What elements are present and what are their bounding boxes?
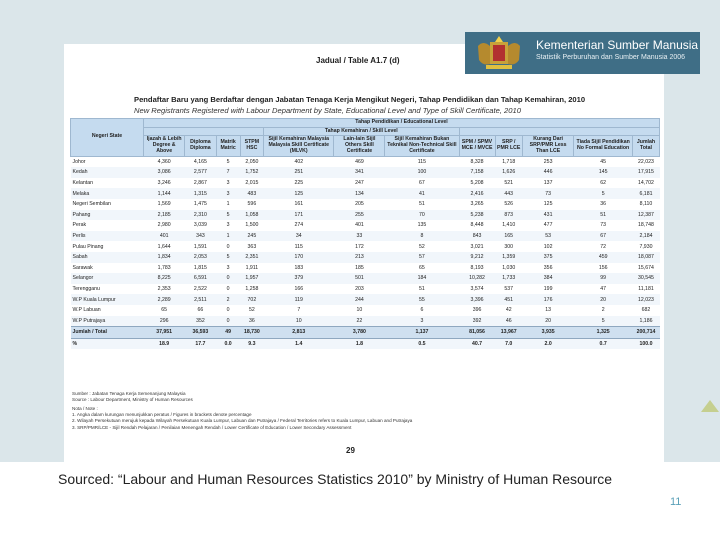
table-cell: 5,238: [459, 210, 495, 221]
table-cell: 13: [545, 307, 552, 314]
table-notes: [72, 406, 412, 431]
column-header: Ijazah & Lebih Degree & Above: [144, 136, 185, 156]
source-caption: Sourced: “Labour and Human Resources Statistics 2010” by Ministry of Human Resource: [58, 471, 613, 487]
table-cell: 274: [294, 222, 304, 229]
table-cell: 2,980: [157, 222, 171, 229]
table-cell: 4,165: [193, 158, 207, 165]
note-item: 1. Angka dalam kurungan menunjukkan peratus / Figures in brackets denote percentage: [72, 412, 252, 418]
table-cell: 469: [355, 158, 364, 165]
column-header: Sijil Kemahiran Malaysia Malaysia Skill Certificate (MLVK): [264, 136, 334, 156]
table-cell: 375: [522, 252, 573, 263]
column-header: SPM / SPMV MCE / MVCE: [459, 136, 495, 156]
column-header: Jumlah Total: [632, 136, 659, 156]
table-cell: 2,867: [193, 180, 207, 187]
column-header: STPM HSC: [240, 136, 263, 156]
row-label: Pulau Pinang: [72, 243, 104, 250]
table-cell: 22,023: [638, 158, 654, 165]
table-cell: 156: [598, 264, 608, 271]
table-source: [72, 391, 193, 402]
table-cell: 49: [216, 327, 240, 339]
table-cell: 2: [216, 294, 240, 305]
table-cell: 36,593: [185, 327, 216, 339]
table-cell: 18,748: [638, 222, 654, 229]
table-cell: 100: [385, 167, 459, 178]
table-cell: 2,813: [264, 327, 334, 339]
row-label: Johor: [72, 158, 86, 165]
header-spacer: [144, 127, 264, 136]
source-english: Source : Labour Department, Ministry of Human Resources: [72, 396, 193, 402]
table-cell: 1,957: [240, 273, 263, 284]
table-cell: 244: [334, 294, 385, 305]
table-cell: 185: [355, 264, 364, 271]
table-cell: 52: [248, 307, 255, 314]
table-cell: 18,730: [240, 327, 263, 339]
table-cell: 137: [543, 180, 553, 187]
source-malay: Sumber : Jabatan Tenaga Kerja Semenanjung Malaysia: [72, 391, 186, 396]
group-header-education: Tahap Pendidikan / Educational Level: [144, 119, 660, 128]
table-cell: 18,087: [632, 252, 659, 263]
table-cell: 5: [574, 188, 633, 199]
table-cell: 0: [216, 273, 240, 284]
table-cell: 5: [226, 158, 230, 165]
table-cell: 3,574: [470, 286, 484, 293]
table-cell: 3,265: [470, 201, 484, 208]
row-label: Melaka: [71, 188, 144, 199]
table-cell: 53: [522, 231, 573, 242]
table-cell: 526: [504, 201, 514, 208]
table-row: [71, 294, 660, 305]
table-cell: 100.0: [632, 338, 659, 349]
table-cell: 134: [334, 188, 385, 199]
table-cell: 7,930: [639, 243, 653, 250]
table-cell: 7,158: [459, 167, 495, 178]
table-cell: 2: [601, 307, 605, 314]
column-header: Kurang Dari SRP/PMR Less Than LCE: [522, 136, 573, 156]
table-cell: 5: [216, 252, 240, 263]
table-cell: 392: [459, 316, 495, 327]
table-cell: 1,186: [632, 316, 659, 327]
table-cell: 446: [522, 167, 573, 178]
column-header: Sijil Kemahiran Bukan Teknikal Non-Technical Skill Certificate: [385, 136, 459, 156]
row-label: Kelantan: [72, 180, 93, 187]
table-cell: 34: [264, 231, 334, 242]
table-cell: 176: [522, 294, 573, 305]
table-cell: 81,056: [459, 327, 495, 339]
table-cell: 1,911: [245, 264, 259, 271]
row-label: W.P Kuala Lumpur: [71, 294, 144, 305]
table-cell: 253: [543, 158, 553, 165]
table-row: [71, 188, 660, 199]
table-cell: 343: [185, 231, 216, 242]
table-cell: 73: [600, 222, 607, 229]
table-cell: 36: [600, 201, 607, 208]
table-number: Jadual / Table A1.7 (d): [316, 56, 400, 65]
table-cell: 431: [522, 210, 573, 221]
table-cell: 67: [419, 180, 425, 187]
table-cell: 384: [522, 273, 573, 284]
table-cell: 251: [264, 167, 334, 178]
table-cell: 51: [574, 210, 633, 221]
table-cell: 7: [297, 307, 301, 314]
table-cell: 65: [161, 307, 168, 314]
table-cell: 10,282: [459, 273, 495, 284]
table-cell: 6,181: [632, 188, 659, 199]
table-cell: 2,053: [185, 252, 216, 263]
table-cell: 11,181: [638, 286, 654, 293]
table-cell: 41: [385, 188, 459, 199]
table-cell: 1,718: [502, 158, 516, 165]
table-cell: 0.5: [385, 338, 459, 349]
table-row: [71, 305, 660, 316]
table-cell: 8: [385, 231, 459, 242]
table-cell: 8,193: [470, 264, 484, 271]
table-title-malay: Pendaftar Baru yang Berdaftar dengan Jabatan Tenaga Kerja Mengikut Negeri, Tahap Pendidikan dan Tahap Kemahiran, 2010: [134, 95, 586, 104]
table-body: [71, 156, 660, 349]
table-cell: 8,225: [144, 273, 185, 284]
table-row: [71, 316, 660, 327]
note-item: 3. SRP/PMR/LCE - Sijil Rendah Pelajaran / Penilaian Menengah Rendah / Lower Certificate of Education / Lower Secondary Assessment: [72, 424, 352, 430]
table-cell: 352: [185, 316, 216, 327]
table-cell: 3,935: [522, 327, 573, 339]
table-cell: 14,702: [638, 180, 654, 187]
row-label: Perak: [72, 222, 87, 229]
table-cell: 20: [574, 294, 633, 305]
table-cell: 1: [226, 201, 230, 208]
table-cell: 62: [600, 180, 607, 187]
ministry-name: Kementerian Sumber Manusia: [536, 38, 699, 52]
table-cell: 183: [294, 264, 304, 271]
table-cell: 125: [543, 201, 553, 208]
table-cell: 12,387: [632, 210, 659, 221]
table-cell: 205: [355, 201, 364, 208]
table-cell: 73: [522, 188, 573, 199]
table-cell: 2,416: [459, 188, 495, 199]
row-label: W.P Labuan: [72, 307, 101, 314]
table-cell: 451: [495, 294, 522, 305]
table-cell: 356: [543, 264, 553, 271]
row-label: Perlis: [71, 231, 144, 242]
group-header-skill: Tahap Kemahiran / Skill Level: [264, 127, 459, 136]
table-cell: 2,577: [185, 167, 216, 178]
table-cell: 10: [356, 307, 363, 314]
table-cell: 3,086: [144, 167, 185, 178]
ministry-subtitle: Statistik Perburuhan dan Sumber Manusia 2006: [536, 54, 686, 61]
table-cell: 30,545: [632, 273, 659, 284]
table-cell: 379: [264, 273, 334, 284]
table-cell: 99: [574, 273, 633, 284]
table-cell: 537: [504, 286, 514, 293]
table-row: [71, 252, 660, 263]
table-cell: 135: [417, 222, 427, 229]
table-cell: 0: [226, 286, 230, 293]
table-cell: 401: [144, 231, 185, 242]
table-cell: 1,410: [502, 222, 516, 229]
table-cell: 596: [247, 201, 257, 208]
table-cell: 45: [600, 158, 607, 165]
table-cell: 702: [240, 294, 263, 305]
page-number: 29: [346, 446, 355, 455]
table-cell: 477: [543, 222, 553, 229]
table-cell: 1,733: [495, 273, 522, 284]
table-cell: 145: [574, 167, 633, 178]
table-cell: 682: [641, 307, 651, 314]
table-cell: 3: [216, 188, 240, 199]
table-cell: 245: [240, 231, 263, 242]
table-cell: 6,591: [185, 273, 216, 284]
table-cell: 3: [226, 264, 230, 271]
table-cell: 67: [574, 231, 633, 242]
table-cell: 17.7: [185, 338, 216, 349]
table-cell: 255: [334, 210, 385, 221]
column-header: Lain-lain Sijil Others Skill Certificate: [334, 136, 385, 156]
table-cell: 17,915: [632, 167, 659, 178]
row-label: Pahang: [71, 210, 144, 221]
table-cell: 363: [247, 243, 257, 250]
table-cell: 1,137: [385, 327, 459, 339]
table-cell: 1,752: [240, 167, 263, 178]
table-cell: 296: [144, 316, 185, 327]
table-cell: 171: [264, 210, 334, 221]
table-cell: 40.7: [459, 338, 495, 349]
table-cell: 1,815: [193, 264, 207, 271]
table-cell: 1.8: [334, 338, 385, 349]
table-cell: 0.0: [216, 338, 240, 349]
table-cell: 3,039: [193, 222, 207, 229]
table-cell: 873: [495, 210, 522, 221]
row-label: Negeri Sembilan: [72, 201, 111, 208]
table-row: [71, 284, 660, 295]
notes-label: Nota / Note :: [72, 406, 98, 411]
row-label: Terengganu: [72, 286, 100, 293]
table-cell: 443: [495, 188, 522, 199]
table-cell: 247: [355, 180, 364, 187]
malaysia-crest-icon: [470, 34, 528, 72]
table-row: [71, 263, 660, 274]
table-cell: 119: [264, 294, 334, 305]
table-cell: 3,780: [334, 327, 385, 339]
table-cell: 483: [240, 188, 263, 199]
table-cell: 0: [226, 307, 230, 314]
table-cell: 2,050: [245, 158, 259, 165]
table-cell: 51: [419, 286, 425, 293]
table-cell: 0.7: [574, 338, 633, 349]
column-header: SRP / PMR LCE: [495, 136, 522, 156]
table-cell: 1,325: [574, 327, 633, 339]
table-cell: 3,246: [157, 180, 171, 187]
table-cell: 501: [334, 273, 385, 284]
table-cell: 1,569: [157, 201, 171, 208]
table-cell: 8,448: [470, 222, 484, 229]
table-cell: 15,674: [638, 264, 654, 271]
table-cell: 52: [419, 243, 425, 250]
table-cell: 213: [334, 252, 385, 263]
table-cell: 72: [600, 243, 607, 250]
table-cell: 1.4: [264, 338, 334, 349]
table-cell: 5,208: [470, 180, 484, 187]
table-cell: 5: [216, 210, 240, 221]
table-cell: 66: [197, 307, 204, 314]
table-cell: 521: [504, 180, 514, 187]
table-cell: 172: [355, 243, 364, 250]
table-cell: 55: [385, 294, 459, 305]
table-cell: 2,310: [185, 210, 216, 221]
table-row: [71, 241, 660, 252]
column-header: Matrik Matric: [216, 136, 240, 156]
table-cell: 0: [216, 316, 240, 327]
table-cell: 3: [226, 222, 230, 229]
table-cell: 36: [240, 316, 263, 327]
table-cell: 102: [543, 243, 553, 250]
table-cell: 165: [495, 231, 522, 242]
table-cell: 402: [294, 158, 304, 165]
total-row: [71, 327, 660, 339]
table-row: [71, 210, 660, 221]
percent-row: [71, 338, 660, 349]
table-cell: 12,023: [632, 294, 659, 305]
table-cell: 1: [216, 231, 240, 242]
column-header: Diploma Diploma: [185, 136, 216, 156]
table-cell: 1,626: [495, 167, 522, 178]
triangle-icon: [701, 400, 719, 412]
table-cell: 2,353: [157, 286, 171, 293]
table-cell: 0: [226, 243, 230, 250]
table-cell: 2,351: [240, 252, 263, 263]
row-label: Selangor: [71, 273, 144, 284]
table-cell: 200,714: [632, 327, 659, 339]
header-spacer: [459, 127, 659, 136]
table-cell: 7: [216, 167, 240, 178]
table-row: [71, 273, 660, 284]
table-cell: 341: [334, 167, 385, 178]
table-cell: 2,185: [144, 210, 185, 221]
row-label: Kedah: [71, 167, 144, 178]
table-row: [71, 156, 660, 167]
row-label: Jumlah / Total: [71, 327, 144, 339]
table-cell: 3: [385, 316, 459, 327]
table-cell: 1,144: [144, 188, 185, 199]
row-label: Sarawak: [72, 264, 93, 271]
table-cell: 5: [574, 316, 633, 327]
table-cell: 125: [264, 188, 334, 199]
table-cell: 46: [495, 316, 522, 327]
table-cell: 1,315: [185, 188, 216, 199]
table-cell: 1,258: [245, 286, 259, 293]
table-cell: 166: [294, 286, 304, 293]
row-label: W.P Putrajaya: [71, 316, 144, 327]
column-header: Tiada Sijil Pendidikan No Formal Education: [574, 136, 633, 156]
table-cell: 7.0: [495, 338, 522, 349]
table-cell: 70: [385, 210, 459, 221]
table-cell: 161: [294, 201, 304, 208]
table-cell: 396: [472, 307, 482, 314]
table-cell: 10: [264, 316, 334, 327]
table-cell: 13,967: [495, 327, 522, 339]
table-cell: 2,522: [193, 286, 207, 293]
table-cell: 2,184: [632, 231, 659, 242]
table-cell: 170: [264, 252, 334, 263]
table-cell: 3,396: [459, 294, 495, 305]
table-cell: 22: [334, 316, 385, 327]
table-row: [71, 220, 660, 231]
table-cell: 459: [574, 252, 633, 263]
table-cell: 2,289: [144, 294, 185, 305]
table-cell: 1,058: [240, 210, 263, 221]
table-cell: 6: [420, 307, 424, 314]
table-cell: 843: [459, 231, 495, 242]
table-title-english: New Registrants Registered with Labour Department by State, Educational Level and Type of Skill Certificate, 2010: [134, 106, 521, 115]
statistics-table: [70, 118, 660, 349]
table-cell: 9,212: [459, 252, 495, 263]
table-cell: 33: [334, 231, 385, 242]
table-cell: 9.3: [240, 338, 263, 349]
table-cell: 115: [294, 243, 303, 250]
note-item: 2. Wilayah Persekutuan merujuk kepada Wilayah Persekutuan Kuala Lumpur, Labuan dan Putrajaya / Federal Territories refers to Kuala Lumpur, Labuan and Putrajaya: [72, 418, 413, 424]
table-cell: 225: [294, 180, 304, 187]
table-cell: 4,360: [157, 158, 171, 165]
table-cell: 8,110: [639, 201, 653, 208]
table-cell: 1,475: [193, 201, 207, 208]
table-cell: 47: [600, 286, 607, 293]
table-cell: 18.9: [144, 338, 185, 349]
table-cell: 1,500: [245, 222, 259, 229]
slide-number: 11: [670, 496, 682, 508]
row-label: Sabah: [71, 252, 144, 263]
statistics-table-container: [70, 118, 660, 349]
table-cell: 184: [385, 273, 459, 284]
table-cell: 3: [226, 180, 230, 187]
table-cell: 1,834: [144, 252, 185, 263]
row-label: %: [71, 338, 144, 349]
table-cell: 20: [522, 316, 573, 327]
table-cell: 1,644: [157, 243, 171, 250]
table-cell: 1,591: [193, 243, 207, 250]
table-row: [71, 231, 660, 242]
column-header-state: Negeri State: [71, 119, 144, 157]
table-cell: 51: [419, 201, 425, 208]
table-cell: 1,359: [495, 252, 522, 263]
table-cell: 199: [543, 286, 553, 293]
table-cell: 42: [505, 307, 512, 314]
table-cell: 65: [419, 264, 425, 271]
table-row: [71, 199, 660, 210]
table-cell: 2.0: [522, 338, 573, 349]
table-cell: 3,021: [470, 243, 484, 250]
table-cell: 203: [355, 286, 364, 293]
table-cell: 1,030: [502, 264, 516, 271]
table-cell: 401: [355, 222, 364, 229]
table-cell: 8,328: [470, 158, 484, 165]
table-cell: 1,783: [157, 264, 171, 271]
table-cell: 300: [504, 243, 514, 250]
table-cell: 115: [417, 158, 427, 165]
table-row: [71, 178, 660, 189]
table-cell: 2,015: [245, 180, 259, 187]
table-cell: 57: [385, 252, 459, 263]
table-row: [71, 167, 660, 178]
table-cell: 37,951: [144, 327, 185, 339]
table-cell: 2,511: [185, 294, 216, 305]
